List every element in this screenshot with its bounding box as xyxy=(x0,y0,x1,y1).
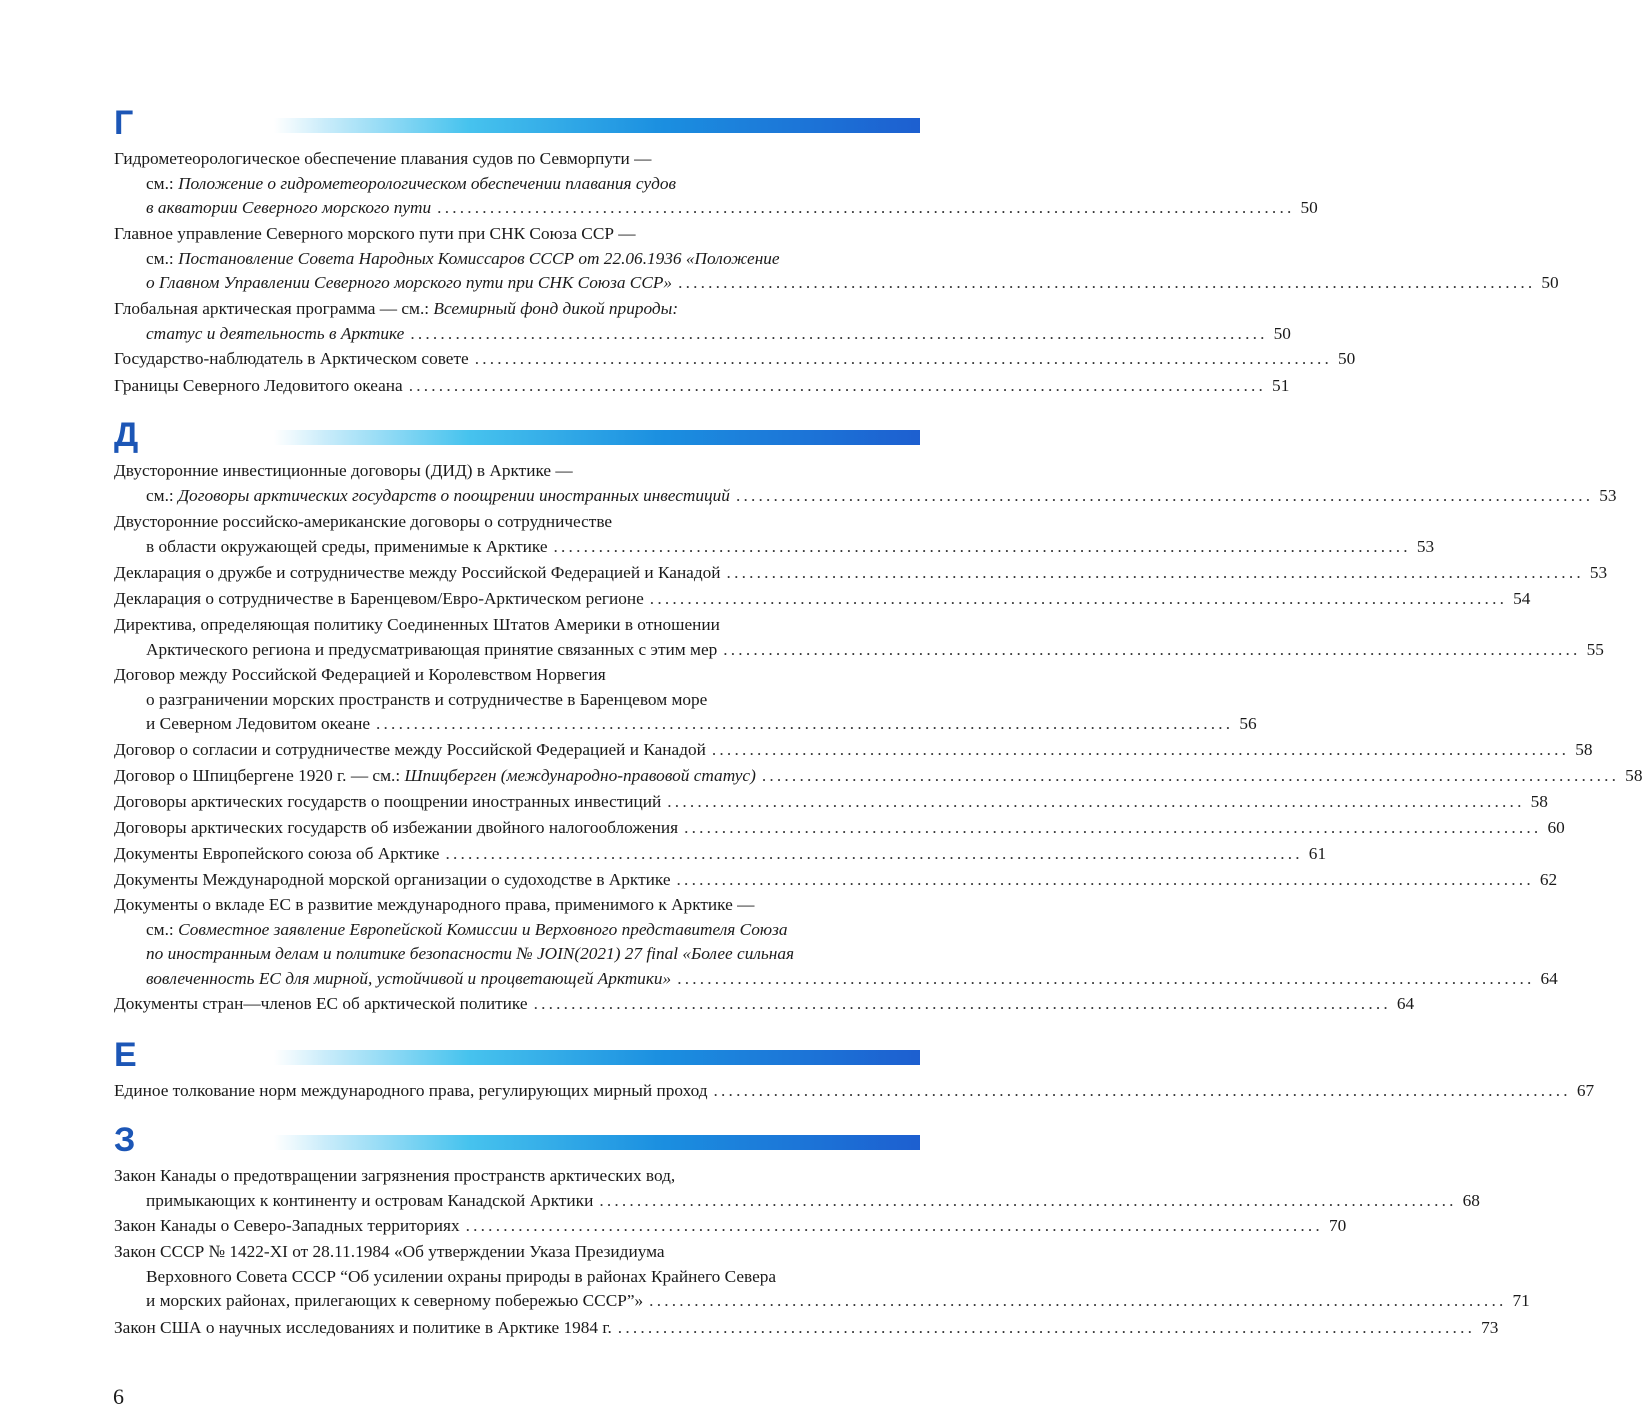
dot-leader: .................................................................................................................. xyxy=(553,536,1411,556)
entry-line xyxy=(114,222,914,247)
entry-line xyxy=(114,147,914,172)
entry-text: Арктического региона и предусматривающая принятие связанных с этим мер xyxy=(146,639,718,659)
cross-reference: Совместное заявление Европейской Комиссии и Верховного представителя Союза xyxy=(178,919,788,939)
dot-leader: .................................................................................................................. xyxy=(667,792,1525,811)
entry-text: Закон Канады о Северо-Западных территориях xyxy=(114,1216,460,1235)
entry-text: и морских районах, прилегающих к северному побережью СССР”» xyxy=(146,1291,644,1310)
entry-line xyxy=(114,893,914,918)
cross-reference: Положение о гидрометеорологическом обеспечении плавания судов xyxy=(178,173,676,193)
index-entry xyxy=(114,459,1617,508)
index-entry xyxy=(114,992,1415,1017)
page-ref: 70 xyxy=(1328,1216,1347,1235)
entry-text: Двусторонние инвестиционные договоры (ДИД) в Арктике — xyxy=(114,461,573,480)
entry-text: Глобальная арктическая программа — см.: xyxy=(114,299,434,318)
page-ref: 51 xyxy=(1272,376,1290,395)
entry-line xyxy=(146,247,914,272)
entry-line xyxy=(146,967,1558,992)
page-ref: 50 xyxy=(1541,273,1559,292)
section-header-g xyxy=(114,103,920,143)
entry-text: Декларация о дружбе и сотрудничестве между Российской Федерацией и Канадой xyxy=(114,563,721,582)
entry-text: Документы о вкладе ЕС в развитие международного права, применимого к Арктике — xyxy=(114,895,755,914)
dot-leader: .................................................................................................................. xyxy=(533,994,1391,1013)
entry-line xyxy=(114,1164,914,1189)
index-entry xyxy=(114,738,1593,763)
entry-line xyxy=(114,561,1608,586)
page-ref: 62 xyxy=(1539,870,1558,889)
entry-line xyxy=(114,816,1565,841)
entry-text: Гидрометеорологическое обеспечение плавания судов по Севморпути — xyxy=(114,149,652,168)
entry-line xyxy=(114,297,914,322)
entry-text: Закон США о научных исследованиях и политике в Арктике 1984 г. xyxy=(114,1318,612,1337)
index-entry xyxy=(114,1079,1595,1104)
dot-leader: .................................................................................................................. xyxy=(723,639,1581,659)
entry-line xyxy=(114,868,1558,893)
entry-line xyxy=(146,172,914,197)
cross-reference: статус и деятельность в Арктике xyxy=(146,323,405,343)
entry-text: о разграничении морских пространств и сотрудничестве в Баренцевом море xyxy=(146,689,708,709)
page-ref: 64 xyxy=(1540,968,1558,988)
dot-leader: .................................................................................................................. xyxy=(761,766,1620,785)
cross-reference: Постановление Совета Народных Комиссаров СССР от 22.06.1936 «Положение xyxy=(178,248,780,268)
see-label: см.: xyxy=(146,248,179,268)
index-entry xyxy=(114,147,1318,221)
index-entry xyxy=(114,663,1257,737)
section-gradient-bar xyxy=(274,1135,920,1150)
entry-text: Закон Канады о предотвращении загрязнения пространств арктических вод, xyxy=(114,1166,676,1185)
see-label: см.: xyxy=(146,919,179,939)
page-ref: 50 xyxy=(1273,323,1291,343)
entry-line xyxy=(146,1189,1480,1214)
dot-leader: .................................................................................................................. xyxy=(474,349,1333,368)
section-letter: Д xyxy=(114,416,139,454)
cross-reference: о Главном Управлении Северного морского пути при СНК Союза ССР» xyxy=(146,273,673,292)
entry-text: Документы стран—членов ЕС об арктической политике xyxy=(114,994,528,1013)
section-letter: Е xyxy=(114,1036,137,1074)
entry-text: в области окружающей среды, применимые к Арктике xyxy=(146,536,548,556)
index-entry xyxy=(114,790,1548,815)
entry-text: Двусторонние российско-американские договоры о сотрудничестве xyxy=(114,512,613,531)
entry-line xyxy=(146,535,1435,560)
entry-line xyxy=(114,992,1415,1017)
entry-line xyxy=(114,459,914,484)
dot-leader: .................................................................................................................. xyxy=(713,1081,1571,1100)
entry-text: Договоры арктических государств об избежании двойного налогообложения xyxy=(114,818,679,837)
dot-leader: .................................................................................................................. xyxy=(617,1318,1476,1337)
page-ref: 58 xyxy=(1625,766,1642,785)
entry-text: Единое толкование норм международного права, регулирующих мирный проход xyxy=(114,1081,708,1100)
entry-line xyxy=(114,1079,1595,1104)
entry-line xyxy=(146,271,1559,296)
index-entry xyxy=(114,816,1565,841)
entry-line xyxy=(146,1265,914,1290)
dot-leader: .................................................................................................................. xyxy=(649,1291,1507,1310)
index-entry xyxy=(114,868,1558,893)
entry-line xyxy=(146,712,1257,737)
page-ref: 50 xyxy=(1338,349,1356,368)
entry-text: Документы Международной морской организации о судоходстве в Арктике xyxy=(114,870,671,889)
page-ref: 64 xyxy=(1396,994,1415,1013)
entry-text: Верховного Совета СССР “Об усилении охраны природы в районах Крайнего Севера xyxy=(146,1266,777,1286)
entry-line xyxy=(146,196,1318,221)
entry-text: Главное управление Северного морского пути при СНК Союза ССР — xyxy=(114,224,636,243)
section-header-e xyxy=(114,1035,920,1075)
page-ref: 61 xyxy=(1308,844,1327,863)
page-ref: 56 xyxy=(1239,714,1257,733)
page-ref: 55 xyxy=(1586,639,1604,659)
index-entry xyxy=(114,222,1559,296)
index-entry xyxy=(114,764,1642,789)
entry-line xyxy=(114,1316,1499,1341)
entry-text: Договор о согласии и сотрудничестве между Российской Федерацией и Канадой xyxy=(114,740,706,759)
page-ref: 54 xyxy=(1513,589,1531,608)
index-entry xyxy=(114,297,1291,346)
page-number: 6 xyxy=(113,1384,124,1409)
page-ref: 73 xyxy=(1481,1318,1499,1337)
entry-line xyxy=(146,942,914,967)
entry-line xyxy=(114,790,1548,815)
dot-leader: .................................................................................................................. xyxy=(711,740,1570,759)
entry-line xyxy=(114,842,1327,867)
entry-line xyxy=(114,738,1593,763)
section-header-z xyxy=(114,1120,920,1160)
entry-line xyxy=(114,764,1642,789)
dot-leader: .................................................................................................................. xyxy=(726,563,1584,582)
index-entry xyxy=(114,1164,1480,1213)
cross-reference: Шпицберген (международно-правовой статус) xyxy=(404,766,756,785)
entry-line xyxy=(146,322,1291,347)
page-ref: 58 xyxy=(1530,792,1548,811)
entry-line xyxy=(114,510,914,535)
cross-reference: по иностранным делам и политике безопасности № JOIN(2021) 27 final «Более сильная xyxy=(146,944,795,963)
dot-leader: .................................................................................................................. xyxy=(410,323,1268,343)
index-entry xyxy=(114,587,1531,612)
section-gradient-bar xyxy=(274,430,920,445)
page-ref: 58 xyxy=(1575,740,1593,759)
entry-line xyxy=(146,688,914,713)
index-entry xyxy=(114,613,1604,662)
dot-leader: .................................................................................................................. xyxy=(678,273,1536,292)
dot-leader: .................................................................................................................. xyxy=(649,589,1508,608)
entry-text: Договор между Российской Федерацией и Королевством Норвегия xyxy=(114,665,606,684)
entry-line xyxy=(146,1289,1530,1314)
entry-line xyxy=(146,918,914,943)
entry-line xyxy=(114,613,914,638)
cross-reference: в акватории Северного морского пути xyxy=(146,198,432,217)
dot-leader: .................................................................................................................. xyxy=(735,485,1594,505)
page-ref: 71 xyxy=(1512,1291,1530,1310)
index-entry xyxy=(114,1240,1530,1314)
entry-text: примыкающих к континенту и островам Канадской Арктики xyxy=(146,1190,594,1210)
page-ref: 53 xyxy=(1589,563,1608,582)
index-entry xyxy=(114,561,1608,586)
page-ref: 53 xyxy=(1599,485,1617,505)
entry-line xyxy=(146,484,1617,509)
see-label: см.: xyxy=(146,173,179,193)
dot-leader: .................................................................................................................. xyxy=(677,968,1535,988)
page-ref: 68 xyxy=(1462,1190,1480,1210)
section-gradient-bar xyxy=(274,1050,920,1065)
index-entry xyxy=(114,510,1435,559)
page-ref: 53 xyxy=(1416,536,1435,556)
cross-reference: Всемирный фонд дикой природы: xyxy=(433,299,679,318)
section-letter: З xyxy=(114,1121,136,1159)
entry-line xyxy=(114,1214,1347,1239)
dot-leader: .................................................................................................................. xyxy=(408,376,1267,395)
entry-text: Документы Европейского союза об Арктике xyxy=(114,844,440,863)
page-ref: 50 xyxy=(1300,198,1318,217)
dot-leader: .................................................................................................................. xyxy=(437,198,1295,217)
index-entry xyxy=(114,1214,1347,1239)
page-ref: 67 xyxy=(1576,1081,1595,1100)
page-ref: 60 xyxy=(1547,818,1565,837)
dot-leader: .................................................................................................................. xyxy=(465,1216,1323,1235)
see-label: см.: xyxy=(146,485,179,505)
entry-line xyxy=(114,663,914,688)
entry-text: Декларация о сотрудничестве в Баренцевом/Евро-Арктическом регионе xyxy=(114,589,644,608)
dot-leader: .................................................................................................................. xyxy=(599,1190,1457,1210)
cross-reference: вовлеченность ЕС для мирной, устойчивой и процветающей Арктики» xyxy=(146,968,672,988)
entry-text: Директива, определяющая политику Соединенных Штатов Америки в отношении xyxy=(114,615,720,634)
index-entry xyxy=(114,374,1290,399)
entry-line xyxy=(146,638,1604,663)
entry-line xyxy=(114,374,1290,399)
section-header-d xyxy=(114,415,920,455)
index-entry xyxy=(114,1316,1499,1341)
entry-text: Границы Северного Ледовитого океана xyxy=(114,376,403,395)
index-entry xyxy=(114,893,1558,991)
dot-leader: .................................................................................................................. xyxy=(376,714,1234,733)
entry-text: Государство-наблюдатель в Арктическом совете xyxy=(114,349,469,368)
entry-text: Договор о Шпицбергене 1920 г. — см.: xyxy=(114,766,405,785)
entry-line xyxy=(114,587,1531,612)
section-gradient-bar xyxy=(274,118,920,133)
dot-leader: .................................................................................................................. xyxy=(676,870,1534,889)
entry-text: Закон СССР № 1422-XI от 28.11.1984 «Об утверждении Указа Президиума xyxy=(114,1242,665,1261)
dot-leader: .................................................................................................................. xyxy=(445,844,1303,863)
entry-line xyxy=(114,347,1356,372)
index-entry xyxy=(114,842,1327,867)
cross-reference: Договоры арктических государств о поощрении иностранных инвестиций xyxy=(178,485,730,505)
entry-text: Договоры арктических государств о поощрении иностранных инвестиций xyxy=(114,792,662,811)
section-letter: Г xyxy=(114,104,134,142)
dot-leader: .................................................................................................................. xyxy=(684,818,1542,837)
index-entry xyxy=(114,347,1356,372)
entry-line xyxy=(114,1240,914,1265)
entry-text: и Северном Ледовитом океане xyxy=(146,714,371,733)
